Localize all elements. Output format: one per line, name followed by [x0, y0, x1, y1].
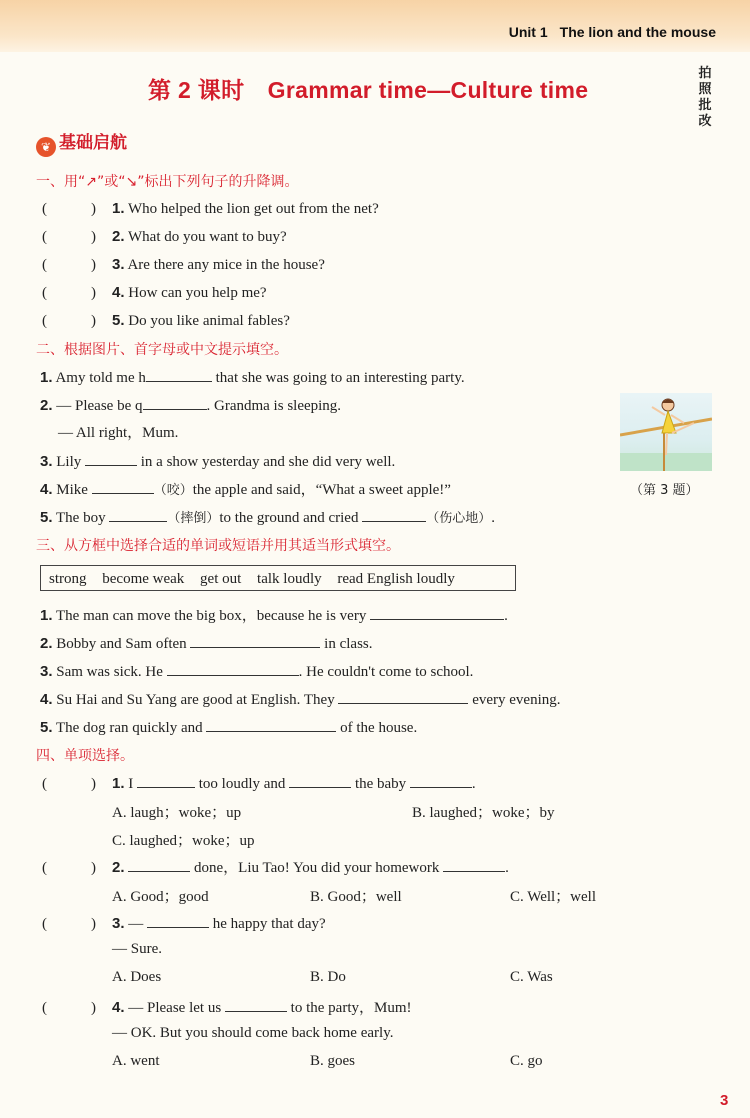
answer-bracket[interactable]: ( ) [42, 285, 96, 301]
word-bank-item: talk loudly [257, 571, 322, 587]
option-a[interactable]: A. Good；good [112, 889, 209, 905]
part3-question-4: 4. Su Hai and Su Yang are good at English. They every evening. [40, 691, 561, 708]
lesson-title: 第 2 课时 Grammar time—Culture time [148, 77, 589, 103]
image-caption: （第 3 题） [630, 483, 699, 498]
option-b[interactable]: B. goes [310, 1053, 355, 1069]
fill-blank[interactable] [143, 395, 207, 410]
answer-bracket[interactable]: ( ) [42, 860, 96, 876]
unit-title: The lion and the mouse [559, 24, 716, 40]
part2-question-2: 2. — Please be q . Grandma is sleeping. [40, 397, 342, 414]
sprout-icon: ❦ [36, 137, 56, 157]
page-number: 3 [720, 1092, 729, 1109]
part3-question-3: 3. Sam was sick. He . He couldn't come to school. [40, 663, 474, 680]
fill-blank[interactable] [167, 661, 299, 676]
option-c[interactable]: C. go [510, 1053, 543, 1069]
part2-question-2-reply: — All right，Mum. [58, 425, 179, 441]
fill-blank[interactable] [206, 717, 336, 732]
option-c[interactable]: C. Was [510, 969, 553, 985]
part4-question-2: ( ) 2. done，Liu Tao! You did your homework . [42, 859, 509, 876]
fill-blank[interactable] [289, 773, 351, 788]
fill-blank[interactable] [362, 507, 426, 522]
option-c[interactable]: C. Well；well [510, 889, 597, 905]
part4-question-3: ( ) 3. — he happy that day? [42, 915, 326, 932]
part2-question-3: 3. Lily in a show yesterday and she did very well. [40, 453, 396, 470]
part2-question-4: 4. Mike （咬）the apple and said，“What a sweet apple!” [40, 481, 451, 498]
option-b[interactable]: B. Good；well [310, 889, 402, 905]
fill-blank[interactable] [109, 507, 167, 522]
part4-question-1: ( ) 1. I too loudly and the baby . [42, 775, 476, 792]
ballet-girl-illustration [620, 393, 712, 471]
fill-blank[interactable] [137, 773, 195, 788]
option-b[interactable]: B. Do [310, 969, 346, 985]
part4-heading: 四、单项选择。 [36, 748, 134, 764]
fill-blank[interactable] [146, 367, 212, 382]
fill-blank[interactable] [225, 997, 287, 1012]
option-b[interactable]: B. laughed；woke；by [412, 805, 555, 821]
section-title: 基础启航 [59, 133, 127, 153]
fill-blank[interactable] [147, 913, 209, 928]
word-bank-item: read English loudly [337, 571, 455, 587]
option-a[interactable]: A. Does [112, 969, 162, 985]
part3-question-1: 1. The man can move the big box，because he is very . [40, 607, 508, 624]
part2-heading: 二、根据图片、首字母或中文提示填空。 [36, 342, 288, 358]
fill-blank[interactable] [85, 451, 137, 466]
photo-grading-note[interactable]: 拍照批改 [698, 66, 712, 129]
fill-blank[interactable] [410, 773, 472, 788]
word-bank-item: strong [49, 571, 87, 587]
part3-question-2: 2. Bobby and Sam often in class. [40, 635, 373, 652]
unit-label [509, 24, 716, 40]
part1-question-1: ( ) 1. Who helped the lion get out from the net? [42, 200, 379, 217]
answer-bracket[interactable]: ( ) [42, 1000, 96, 1016]
option-a[interactable]: A. laugh；woke；up [112, 805, 242, 821]
fill-blank[interactable] [128, 857, 190, 872]
fill-blank[interactable] [92, 479, 154, 494]
fill-blank[interactable] [443, 857, 505, 872]
part1-question-4: ( ) 4. How can you help me? [42, 284, 267, 301]
part3-heading: 三、从方框中选择合适的单词或短语并用其适当形式填空。 [36, 538, 400, 554]
answer-bracket[interactable]: ( ) [42, 776, 96, 792]
option-a[interactable]: A. went [112, 1053, 160, 1069]
answer-bracket[interactable]: ( ) [42, 257, 96, 273]
section-heading [36, 128, 127, 157]
fill-blank[interactable] [370, 605, 504, 620]
dialogue-reply: — OK. But you should come back home early. [112, 1025, 394, 1041]
word-bank-box [40, 565, 516, 591]
answer-bracket[interactable]: ( ) [42, 201, 96, 217]
answer-bracket[interactable]: ( ) [42, 916, 96, 932]
answer-bracket[interactable]: ( ) [42, 229, 96, 245]
part1-question-2: ( ) 2. What do you want to buy? [42, 228, 287, 245]
part1-heading: 一、用“↗”或“↘”标出下列句子的升降调。 [36, 174, 299, 190]
part3-question-5: 5. The dog ran quickly and of the house. [40, 719, 418, 736]
part2-question-1: 1. Amy told me h that she was going to an interesting party. [40, 369, 465, 386]
fill-blank[interactable] [338, 689, 468, 704]
part1-question-5: ( ) 5. Do you like animal fables? [42, 312, 290, 329]
ballet-girl-icon [620, 393, 712, 471]
answer-bracket[interactable]: ( ) [42, 313, 96, 329]
unit-number: Unit 1 [508, 24, 548, 40]
part4-question-4: ( ) 4. — Please let us to the party，Mum! [42, 999, 412, 1016]
word-bank-item: get out [200, 571, 242, 587]
dialogue-reply: — Sure. [112, 941, 162, 957]
fill-blank[interactable] [190, 633, 320, 648]
part2-question-5: 5. The boy （摔倒）to the ground and cried （伤心地）. [40, 509, 495, 526]
part1-question-3: ( ) 3. Are there any mice in the house? [42, 256, 325, 273]
option-c[interactable]: C. laughed；woke；up [112, 833, 255, 849]
word-bank-item: become weak [102, 571, 185, 587]
